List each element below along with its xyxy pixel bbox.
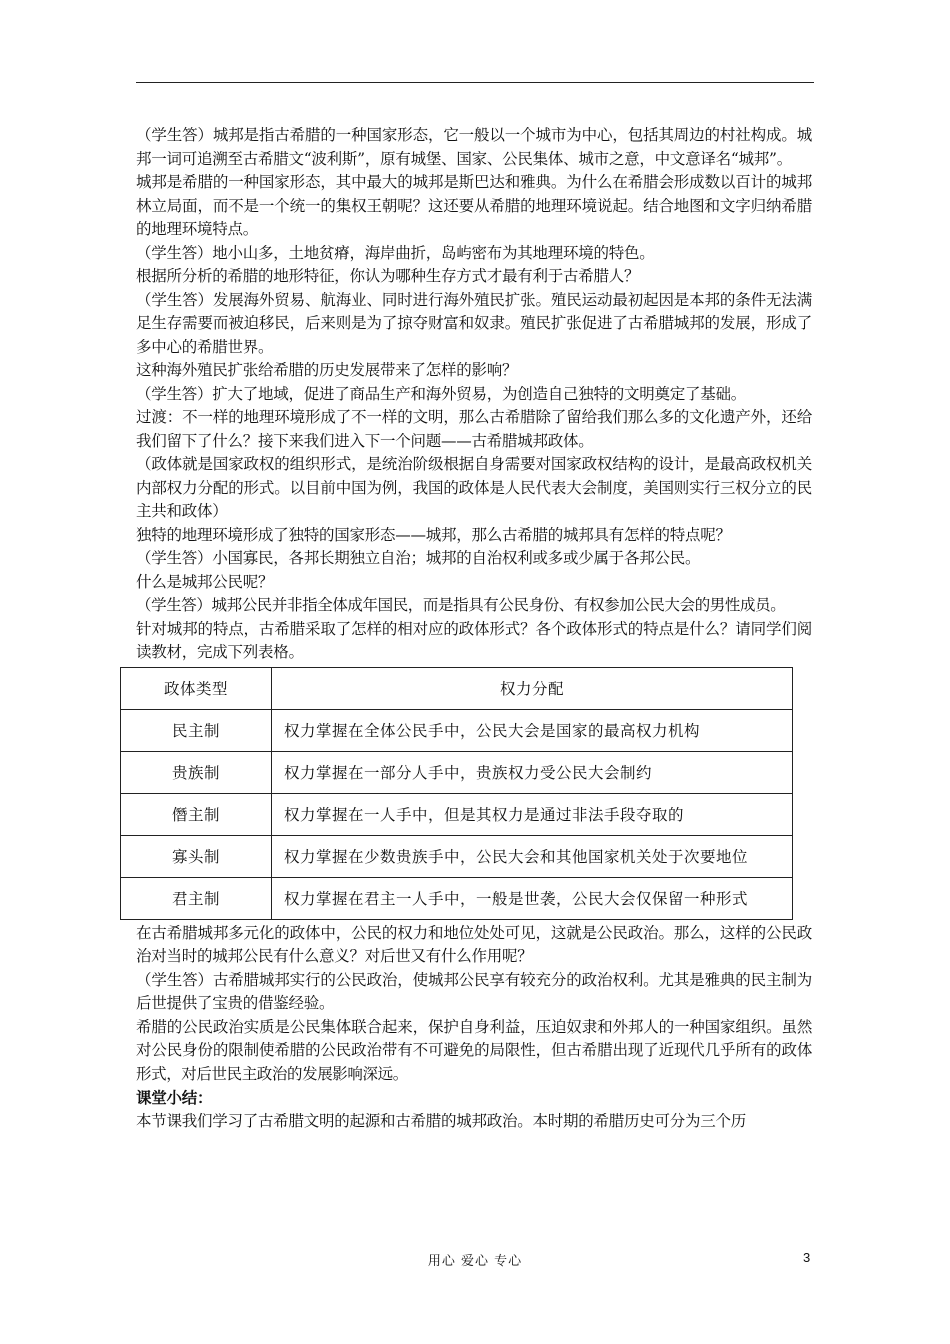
paragraph-influence-question: 这种海外殖民扩张给希腊的历史发展带来了怎样的影响？	[136, 361, 518, 379]
page-number: 3	[803, 1250, 811, 1265]
table-header-power: 权力分配	[272, 667, 793, 709]
table-cell-type: 寡头制	[121, 835, 272, 877]
paragraph-city-state-features-answer: （学生答）小国寡民，各邦长期独立自治；城邦的自治权利或多或少属于各邦公民。	[136, 549, 701, 567]
paragraph-table-intro: 针对城邦的特点，古希腊采取了怎样的相对应的政体形式？各个政体形式的特点是什么？请同学们阅读教材，完成下列表格。	[136, 619, 812, 661]
paragraph-citizen-politics-essence: 希腊的公民政治实质是公民集体联合起来，保护自身利益，压迫奴隶和外邦人的一种国家组织。虽然对公民身份的限制使希腊的公民政治带有不可避免的局限性，但古希腊出现了近现代几乎所有的政体形式，对后世民主政治的发展影响深远。	[136, 1017, 812, 1083]
paragraph-city-state-definition: （学生答）城邦是指古希腊的一种国家形态，它一般以一个城市为中心，包括其周边的村社构成。城邦一词可追溯至古希腊文“波利斯”，原有城堡、国家、公民集体、城市之意，中文意译名“城邦”。	[136, 126, 812, 168]
table-cell-type: 僭主制	[121, 793, 272, 835]
table-row	[121, 835, 793, 877]
paragraph-transition: 过渡：不一样的地理环境形成了不一样的文明，那么古希腊除了留给我们那么多的文化遗产外，还给我们留下了什么？接下来我们进入下一个问题——古希腊城邦政体。	[136, 408, 812, 450]
table-cell-type: 贵族制	[121, 751, 272, 793]
summary-heading: 课堂小结：	[136, 1088, 213, 1107]
table-header-type: 政体类型	[121, 667, 272, 709]
paragraph-citizen-question: 什么是城邦公民呢？	[136, 572, 274, 591]
paragraph-citizen-politics-answer: （学生答）古希腊城邦实行的公民政治，使城邦公民享有较充分的政治权利。尤其是雅典的民主制为后世提供了宝贵的借鉴经验。	[136, 970, 812, 1012]
header-rule	[136, 82, 814, 83]
table-cell-power: 权力掌握在全体公民手中，公民大会是国家的最高权力机构	[272, 709, 793, 751]
paragraph-geography-answer: （学生答）地小山多，土地贫瘠，海岸曲折，岛屿密布为其地理环境的特色。	[136, 243, 655, 262]
table-header-row	[121, 667, 793, 709]
polity-table	[120, 667, 793, 920]
table-row	[121, 877, 793, 919]
table-cell-type: 君主制	[121, 877, 272, 919]
paragraph-citizen-politics-question: 在古希腊城邦多元化的政体中，公民的权力和地位处处可见，这就是公民政治。那么，这样的公民政治对当时的城邦公民有什么意义？对后世又有什么作用呢？	[136, 923, 812, 965]
footer-motto: 用心 爱心 专心	[427, 1254, 523, 1269]
paragraph-city-state-features-question: 独特的地理环境形成了独特的国家形态——城邦，那么古希腊的城邦具有怎样的特点呢？	[136, 525, 731, 544]
paragraph-geography-question: 城邦是希腊的一种国家形态，其中最大的城邦是斯巴达和雅典。为什么在希腊会形成数以百计的城邦林立局面，而不是一个统一的集权王朝呢？这还要从希腊的地理环境说起。结合地图和文字归纳希腊的地理环境特点。	[136, 173, 812, 238]
table-row	[121, 751, 793, 793]
table-cell-power: 权力掌握在一人手中，但是其权力是通过非法手段夺取的	[272, 793, 793, 835]
table-cell-power: 权力掌握在君主一人手中，一般是世袭，公民大会仅保留一种形式	[272, 877, 793, 919]
paragraph-citizen-answer: （学生答）城邦公民并非指全体成年国民，而是指具有公民身份、有权参加公民大会的男性成员。	[136, 596, 786, 614]
paragraph-colonization-answer: （学生答）发展海外贸易、航海业、同时进行海外殖民扩张。殖民运动最初起因是本邦的条件无法满足生存需要而被迫移民，后来则是为了掠夺财富和奴隶。殖民扩张促进了古希腊城邦的发展，形成了多中心的希腊世界。	[136, 290, 812, 356]
table-cell-power: 权力掌握在少数贵族手中，公民大会和其他国家机关处于次要地位	[272, 835, 793, 877]
table-cell-type: 民主制	[121, 709, 272, 751]
table-row	[121, 709, 793, 751]
document-body	[136, 124, 812, 1133]
paragraph-survival-question: 根据所分析的希腊的地形特征，你认为哪种生存方式才最有利于古希腊人？	[136, 267, 640, 285]
table-row	[121, 793, 793, 835]
summary-text: 本节课我们学习了古希腊文明的起源和古希腊的城邦政治。本时期的希腊历史可分为三个历	[136, 1111, 747, 1130]
paragraph-influence-answer: （学生答）扩大了地域，促进了商品生产和海外贸易，为创造自己独特的文明奠定了基础。	[136, 384, 747, 403]
paragraph-polity-definition: （政体就是国家政权的组织形式，是统治阶级根据自身需要对国家政权结构的设计，是最高政权机关内部权力分配的形式。以目前中国为例，我国的政体是人民代表大会制度，美国则实行三权分立的民主共和政体）	[136, 455, 812, 520]
table-cell-power: 权力掌握在一部分人手中，贵族权力受公民大会制约	[272, 751, 793, 793]
